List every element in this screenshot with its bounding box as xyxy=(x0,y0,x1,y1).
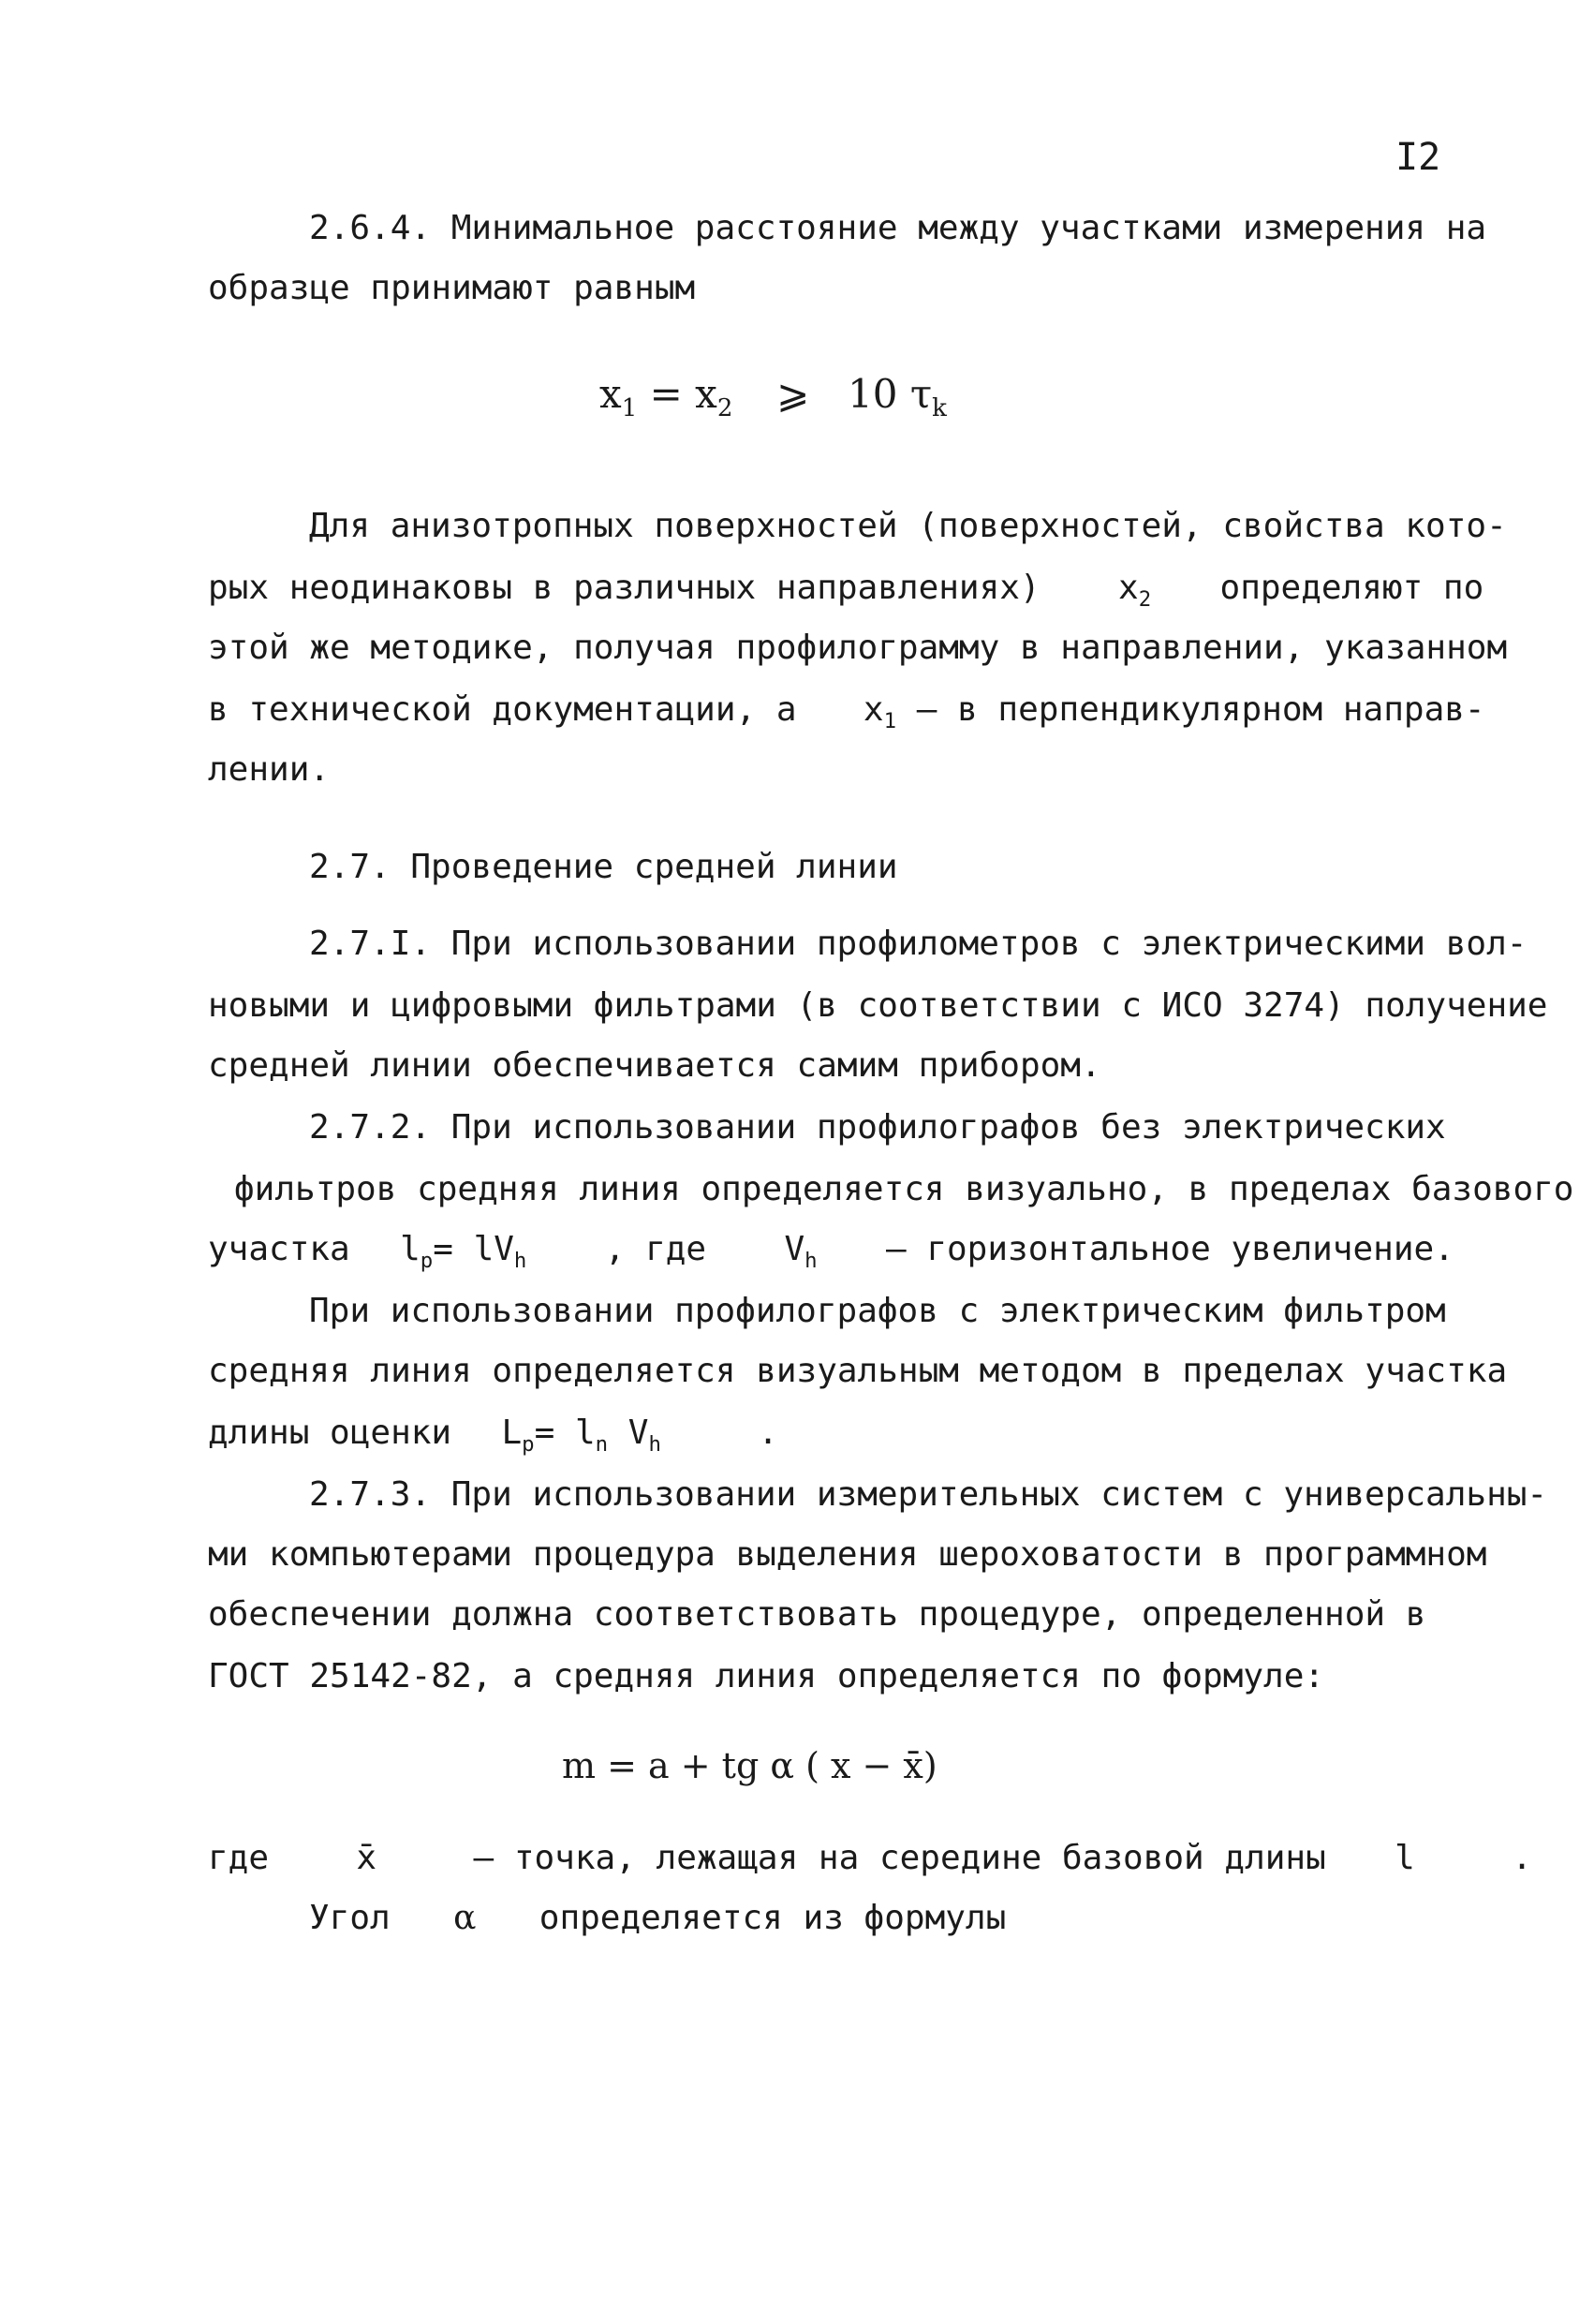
aniso-line-2-sub: 2 xyxy=(1138,586,1152,612)
p272-line-3-eq: = lV xyxy=(433,1230,514,1268)
paragraph-2-7-1-line-1: 2.7.I. При использовании профилометров с электрическими вол- xyxy=(309,925,1528,963)
p272-line-3-v: V xyxy=(784,1230,805,1268)
p272b-line-3-text-a: длины оценки xyxy=(208,1414,452,1452)
paragraph-2-7-1-line-3: средней линии обеспечивается самим прибором. xyxy=(208,1046,1101,1085)
p272b-line-3-eq: = l xyxy=(534,1414,596,1452)
paragraph-2-7-3-line-2: ми компьютерами процедура выделения шероховатости в программном xyxy=(208,1535,1487,1574)
formula-geq: ⩾ xyxy=(776,371,810,417)
paragraph-2-7-1-line-2: новыми и цифровыми фильтрами (в соответствии с ИСО 3274) получение xyxy=(208,986,1548,1025)
p272b-line-3-n-sub: n xyxy=(595,1431,609,1457)
paragraph-2-7-3-line-3: обеспечении должна соответствовать процедуре, определенной в xyxy=(208,1595,1426,1634)
aniso-line-2-var: x xyxy=(1118,569,1139,607)
formula-tau-sub: k xyxy=(932,394,947,423)
p272-line-3-v-sub: h xyxy=(513,1248,527,1273)
paragraph-2-7-3-line-1: 2.7.3. При использовании измерительных систем с универсальны- xyxy=(309,1475,1548,1514)
aniso-line-1: Для анизотропных поверхностей (поверхностей, свойства кото- xyxy=(309,507,1507,545)
paragraph-2-7-2-line-3 xyxy=(208,1230,1454,1273)
p272-line-3-text-b: , где xyxy=(604,1230,707,1268)
paragraph-2-7-3-line-4: ГОСТ 25142-82, а средняя линия определяется по формуле: xyxy=(208,1657,1325,1695)
p272-line-3-l: l xyxy=(400,1230,421,1268)
paragraph-2-6-4-line-1: 2.6.4. Минимальное расстояние между участками измерения на xyxy=(309,209,1487,247)
where-text-b: — точка, лежащая на середине базовой длины xyxy=(473,1839,1326,1877)
formula-x1: x xyxy=(599,371,622,417)
where-l: l xyxy=(1395,1839,1415,1877)
p272b-line-3-h-sub: h xyxy=(648,1431,661,1457)
formula-x2: x xyxy=(695,371,717,417)
p272-line-3-text-a: участка xyxy=(208,1230,350,1268)
aniso-line-2-text-b: определяют по xyxy=(1219,569,1484,607)
aniso-line-4 xyxy=(208,690,1485,733)
formula-equals: = xyxy=(649,371,683,417)
p272b-line-3-end: . xyxy=(758,1414,778,1452)
p272-line-3-l-sub: p xyxy=(420,1248,434,1273)
where-var: x̄ xyxy=(356,1839,377,1877)
formula-mean-line: m = a + tg α ( x − x̄) xyxy=(562,1745,937,1786)
paragraph-2-7-2b-line-2: средняя линия определяется визуальным методом в пределах участка xyxy=(208,1352,1508,1390)
aniso-line-4-sub: 1 xyxy=(883,708,897,733)
where-text-a: где xyxy=(208,1839,270,1877)
where-line xyxy=(208,1839,1532,1877)
aniso-line-4-text-a: в технической документации, а xyxy=(208,690,797,729)
paragraph-2-7-2-line-2: фильтров средняя линия определяется визуально, в пределах базового xyxy=(234,1170,1574,1208)
aniso-line-5: лении. xyxy=(208,750,331,789)
aniso-line-2 xyxy=(208,571,1483,610)
aniso-line-3: этой же методике, получая профилограмму в направлении, указанном xyxy=(208,629,1508,667)
paragraph-2-6-4-line-2: образце принимают равным xyxy=(208,269,696,307)
section-2-7-heading: 2.7. Проведение средней линии xyxy=(309,848,898,886)
p272-line-3-text-c: — горизонтальное увеличение. xyxy=(885,1230,1454,1268)
paragraph-2-7-2b-line-1: При использовании профилографов с электрическим фильтром xyxy=(309,1292,1446,1330)
paragraph-2-7-2-line-1: 2.7.2. При использовании профилографов без электрических xyxy=(309,1108,1446,1147)
where-end: . xyxy=(1512,1839,1532,1877)
formula-min-distance xyxy=(599,371,947,423)
p272b-line-3-L: L xyxy=(501,1414,523,1452)
aniso-line-2-text-a: рых неодинаковы в различных направлениях) xyxy=(208,569,1041,607)
angle-var: α xyxy=(453,1899,477,1937)
formula-tau: τ xyxy=(909,371,933,417)
p272b-line-3-L-sub: p xyxy=(522,1431,535,1457)
p272-line-3-v-sub2: h xyxy=(804,1248,818,1273)
formula-x2-sub: 2 xyxy=(716,394,733,423)
angle-text-b: определяется из формулы xyxy=(539,1899,1007,1937)
angle-text-a: Угол xyxy=(309,1899,391,1937)
aniso-line-4-text-b: — в перпендикулярном направ- xyxy=(916,690,1485,729)
angle-line xyxy=(309,1899,1007,1937)
paragraph-2-7-2b-line-3 xyxy=(208,1416,778,1455)
p272b-line-3-V: V xyxy=(627,1414,649,1452)
page-number: I2 xyxy=(1395,136,1441,179)
aniso-line-4-var: x xyxy=(863,690,884,729)
formula-coef: 10 xyxy=(848,371,898,417)
formula-x1-sub: 1 xyxy=(621,394,638,423)
